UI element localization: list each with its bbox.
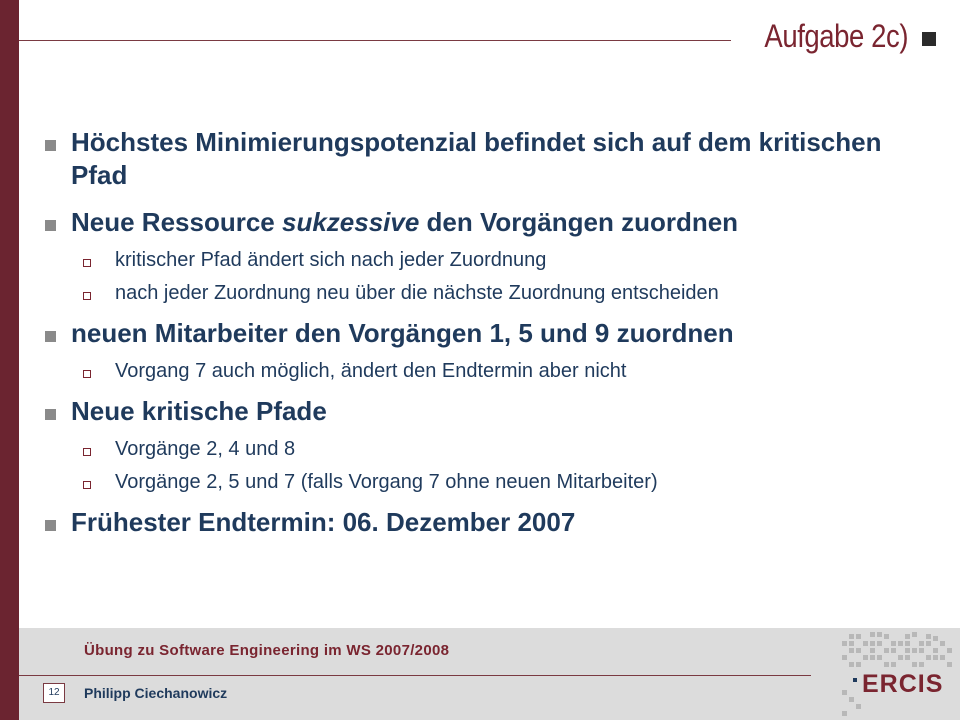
footer [19, 628, 960, 720]
page-number: 12 [43, 683, 65, 703]
logo-dot [853, 678, 857, 682]
left-sidebar-bar [0, 0, 19, 720]
bullet-list [45, 126, 935, 539]
hollow-square-bullet-icon [83, 481, 91, 489]
bullet-text: Höchstes Minimierungspotenzial befindet sich auf dem kritischen Pfad [71, 127, 882, 190]
square-bullet-icon [45, 220, 56, 231]
bullet-text-post: den Vorgängen zuordnen [419, 207, 739, 237]
slide-title: Aufgabe 2c) [764, 18, 908, 54]
bullet-item [45, 317, 935, 350]
square-bullet-icon [45, 409, 56, 420]
footer-rule [19, 675, 811, 676]
bullet-text: neuen Mitarbeiter den Vorgängen 1, 5 und 9 zuordnen [71, 318, 734, 348]
square-bullet-icon [45, 331, 56, 342]
footer-course-title: Übung zu Software Engineering im WS 2007/2008 [84, 642, 450, 659]
square-bullet-icon [45, 140, 56, 151]
title-rule [19, 40, 731, 41]
sub-bullet-text: kritischer Pfad ändert sich nach jeder Zuordnung [115, 249, 547, 271]
sub-bullet-text: Vorgänge 2, 4 und 8 [115, 438, 296, 460]
sub-bullet-text: Vorgang 7 auch möglich, ändert den Endtermin aber nicht [115, 360, 627, 382]
square-bullet-icon [45, 520, 56, 531]
bullet-text-pre: Neue Ressource [71, 207, 282, 237]
bullet-item [45, 126, 935, 192]
sub-bullet-item [45, 437, 935, 461]
hollow-square-bullet-icon [83, 292, 91, 300]
sub-bullet-text: Vorgänge 2, 5 und 7 (falls Vorgang 7 ohne neuen Mitarbeiter) [115, 471, 658, 493]
bullet-emphasis: sukzessive [281, 207, 420, 237]
sub-bullet-text: nach jeder Zuordnung neu über die nächste Zuordnung entscheiden [115, 282, 719, 304]
ercis-logo: ERCIS [862, 670, 944, 698]
hollow-square-bullet-icon [83, 448, 91, 456]
sub-bullet-item [45, 359, 935, 383]
bullet-item [45, 395, 935, 428]
sub-bullet-item [45, 248, 935, 272]
hollow-square-bullet-icon [83, 370, 91, 378]
title-square-icon [922, 32, 936, 46]
footer-author: Philipp Ciechanowicz [84, 685, 228, 701]
bullet-item [45, 506, 935, 539]
bullet-text: Neue kritische Pfade [71, 396, 327, 426]
bullet-item [45, 206, 935, 239]
sub-bullet-item [45, 470, 935, 494]
hollow-square-bullet-icon [83, 259, 91, 267]
sub-bullet-item [45, 281, 935, 305]
bullet-text: Frühester Endtermin: 06. Dezember 2007 [71, 507, 576, 537]
